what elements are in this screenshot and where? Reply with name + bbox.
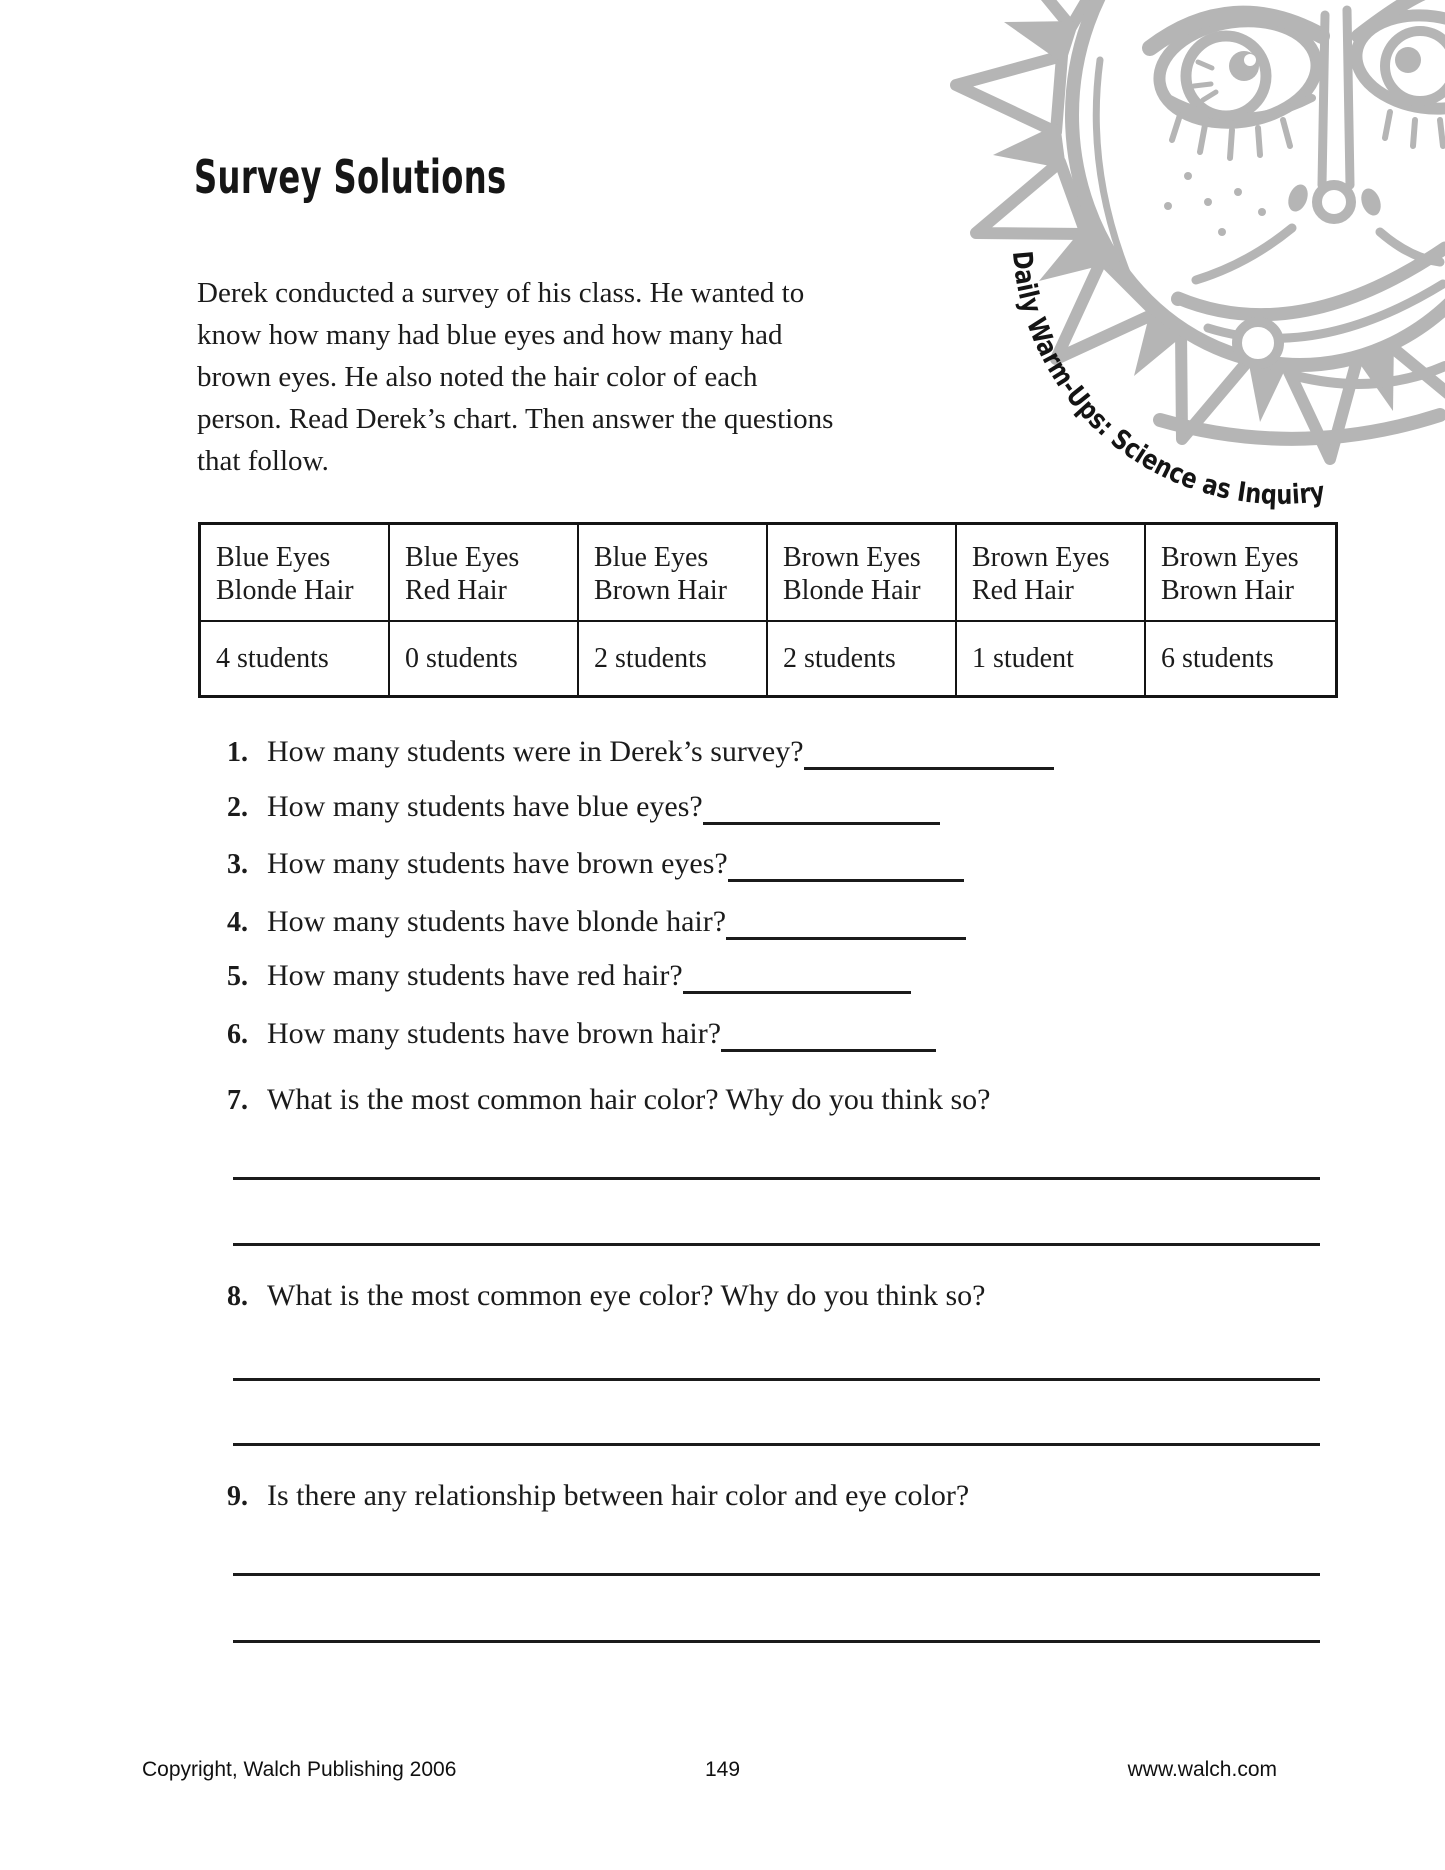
answer-line xyxy=(233,1177,1320,1180)
sun-face-woodcut-icon xyxy=(800,0,1445,525)
answer-blank xyxy=(683,961,911,994)
question-text: Is there any relationship between hair color and eye color? xyxy=(267,1479,970,1512)
footer-copyright: Copyright, Walch Publishing 2006 xyxy=(142,1758,457,1781)
question-number: 8. xyxy=(227,1281,248,1312)
answer-blank xyxy=(726,907,966,940)
footer-page-number: 149 xyxy=(704,1758,741,1781)
question-item xyxy=(199,1277,985,1316)
question-number: 3. xyxy=(227,849,248,880)
question-item xyxy=(199,788,940,827)
question-number: 5. xyxy=(227,961,248,992)
table-header-cell: Brown Eyes Brown Hair xyxy=(1146,525,1335,622)
question-text: How many students have blonde hair? xyxy=(267,905,727,938)
intro-line: brown eyes. He also noted the hair color of each xyxy=(197,361,758,393)
question-text: How many students have blue eyes? xyxy=(267,790,703,823)
question-text: How many students have brown eyes? xyxy=(267,847,728,880)
answer-blank xyxy=(728,849,964,882)
answer-blank xyxy=(703,792,940,825)
question-text: What is the most common hair color? Why do you think so? xyxy=(267,1083,991,1116)
question-text: What is the most common eye color? Why do you think so? xyxy=(267,1279,986,1312)
survey-table xyxy=(198,522,1338,698)
answer-line xyxy=(233,1243,1320,1246)
table-header-cell: Brown Eyes Red Hair xyxy=(957,525,1146,622)
table-header-cell: Blue Eyes Blonde Hair xyxy=(201,525,390,622)
question-number: 4. xyxy=(227,907,248,938)
question-item xyxy=(199,1015,936,1054)
question-text: How many students have brown hair? xyxy=(267,1017,722,1050)
table-header-cell: Blue Eyes Brown Hair xyxy=(579,525,768,622)
intro-line: person. Read Derek’s chart. Then answer the questions xyxy=(197,403,834,435)
intro-line: that follow. xyxy=(197,445,329,477)
table-data-cell: 2 students xyxy=(768,622,957,695)
question-number: 2. xyxy=(227,792,248,823)
intro-line: know how many had blue eyes and how many had xyxy=(197,319,783,351)
table-data-cell: 0 students xyxy=(390,622,579,695)
question-text: How many students were in Derek’s survey? xyxy=(267,735,804,768)
question-item xyxy=(199,733,1054,772)
question-item xyxy=(199,1477,969,1516)
answer-line xyxy=(233,1443,1320,1446)
question-number: 7. xyxy=(227,1085,248,1116)
question-item xyxy=(199,957,911,996)
table-data-cell: 4 students xyxy=(201,622,390,695)
table-header-cell: Blue Eyes Red Hair xyxy=(390,525,579,622)
question-item xyxy=(199,845,964,884)
answer-line xyxy=(233,1640,1320,1643)
table-data-cell: 6 students xyxy=(1161,643,1274,674)
answer-blank xyxy=(804,737,1054,770)
footer-website: www.walch.com xyxy=(1127,1758,1277,1781)
intro-line: Derek conducted a survey of his class. He wanted to xyxy=(197,277,805,309)
answer-line xyxy=(233,1573,1320,1576)
table-data-cell: 2 students xyxy=(579,622,768,695)
table-header-cell: Brown Eyes Blonde Hair xyxy=(768,525,957,622)
table-data-cell: 1 student xyxy=(957,622,1146,695)
question-number: 1. xyxy=(227,737,248,768)
intro-paragraph xyxy=(197,272,833,482)
brand-curved-text: Daily Warm-Ups: Science as Inquiry xyxy=(1005,249,1330,512)
answer-blank xyxy=(721,1019,936,1052)
question-item xyxy=(199,1081,991,1120)
question-number: 9. xyxy=(227,1481,248,1512)
question-item xyxy=(199,903,966,942)
page-title: Survey Solutions xyxy=(194,150,507,204)
question-text: How many students have red hair? xyxy=(267,959,683,992)
question-number: 6. xyxy=(227,1019,248,1050)
answer-line xyxy=(233,1378,1320,1381)
